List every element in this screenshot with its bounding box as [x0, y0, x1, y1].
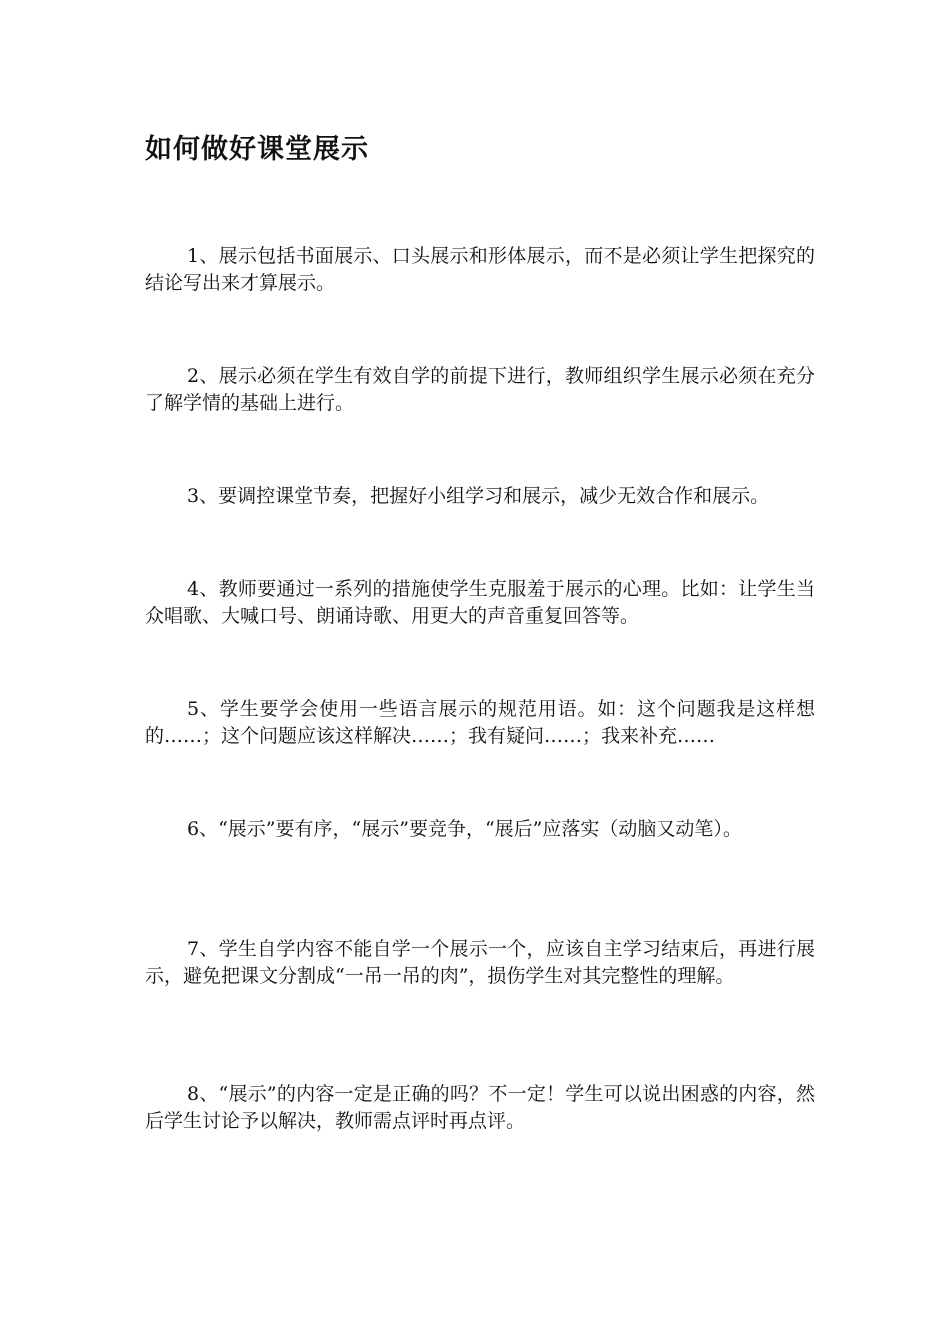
- paragraph-7: 7、学生自学内容不能自学一个展示一个，应该自主学习结束后，再进行展示，避免把课文分割成“一吊一吊的肉”，损伤学生对其完整性的理解。: [145, 938, 815, 987]
- paragraph-8: 8、“展示”的内容一定是正确的吗？不一定！学生可以说出困惑的内容，然后学生讨论予以解决，教师需点评时再点评。: [145, 1083, 815, 1132]
- paragraph-4: 4、教师要通过一系列的措施使学生克服羞于展示的心理。比如：让学生当众唱歌、大喊口号、朗诵诗歌、用更大的声音重复回答等。: [145, 578, 815, 627]
- paragraph-5: 5、学生要学会使用一些语言展示的规范用语。如：这个问题我是这样想的……；这个问题应该这样解决……；我有疑问……；我来补充……: [145, 698, 815, 747]
- document-title: 如何做好课堂展示: [145, 134, 369, 165]
- paragraph-3: 3、要调控课堂节奏，把握好小组学习和展示，减少无效合作和展示。: [187, 485, 770, 507]
- paragraph-6: 6、“展示”要有序，“展示”要竞争，“展后”应落实（动脑又动笔）。: [187, 818, 742, 840]
- paragraph-2: 2、展示必须在学生有效自学的前提下进行，教师组织学生展示必须在充分了解学情的基础上进行。: [145, 365, 815, 414]
- paragraph-1: 1、展示包括书面展示、口头展示和形体展示，而不是必须让学生把探究的结论写出来才算展示。: [145, 245, 815, 294]
